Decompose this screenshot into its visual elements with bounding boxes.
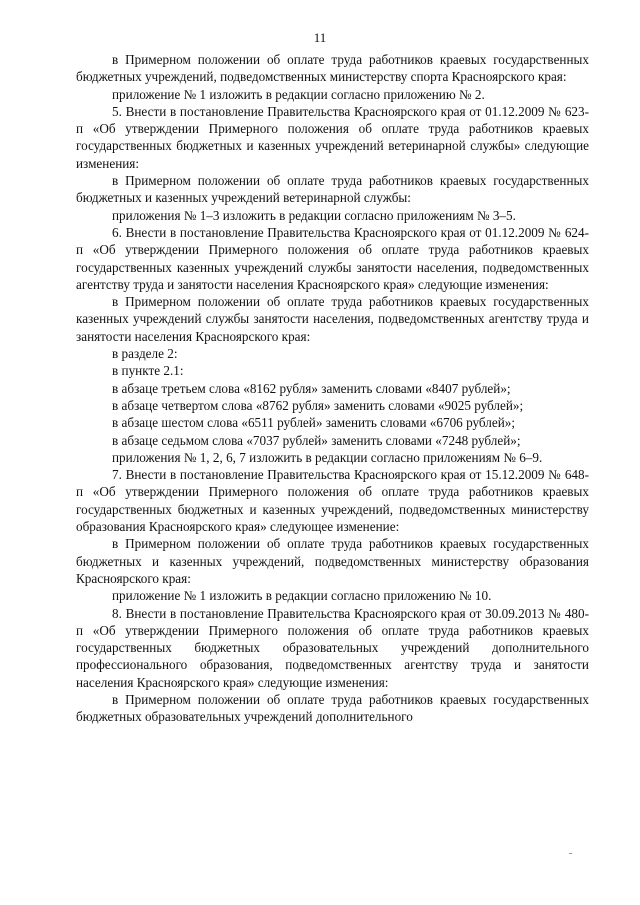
paragraph-4: в Примерном положении об оплате труда работников краевых государственных бюджетных и казенных учреждений ветеринарной службы: bbox=[76, 173, 589, 206]
paragraph-14: приложения № 1, 2, 6, 7 изложить в редакции согласно приложениям № 6–9. bbox=[112, 449, 543, 465]
paragraph-10: в абзаце третьем слова «8162 рубля» заменить словами «8407 рублей»; bbox=[112, 380, 511, 396]
paragraph-9: в пункте 2.1: bbox=[112, 363, 184, 379]
paragraph-8: в разделе 2: bbox=[112, 346, 178, 362]
paragraph-13: в абзаце седьмом слова «7037 рублей» заменить словами «7248 рублей»; bbox=[112, 432, 521, 448]
paragraph-11: в абзаце четвертом слова «8762 рубля» заменить словами «9025 рублей»; bbox=[112, 397, 524, 413]
paragraph-19: в Примерном положении об оплате труда работников краевых государственных бюджетных образовательных учреждений дополнительного bbox=[76, 691, 589, 725]
paragraph-7: в Примерном положении об оплате труда работников краевых государственных казенных учреждений службы занятости населения, подведомственных агентству труда и занятости населения Красноярского края: bbox=[76, 294, 589, 344]
paragraph-12: в абзаце шестом слова «6511 рублей» заменить словами «6706 рублей»; bbox=[112, 415, 516, 431]
paragraph-3: 5. Внести в постановление Правительства Красноярского края от 01.12.2009 № 623-п «Об утверждении Примерного положения об оплате труда работников краевых государственных бюджетных и казенных учреждений ветеринарной службы» следующие изменения: bbox=[76, 103, 589, 171]
page-number: 11 bbox=[313, 30, 327, 45]
scan-artifact bbox=[569, 853, 572, 854]
paragraph-5: приложения № 1–3 изложить в редакции согласно приложениям № 3–5. bbox=[112, 207, 516, 223]
paragraph-2: приложение № 1 изложить в редакции согласно приложению № 2. bbox=[112, 86, 485, 102]
paragraph-15: 7. Внести в постановление Правительства Красноярского края от 15.12.2009 № 648-п «Об утверждении Примерного положения об оплате труда работников краевых государственных бюджетных и казенных учреждений, подведомственных министерству образования Красноярского края» следующее изменение: bbox=[76, 467, 589, 535]
paragraph-1: в Примерном положении об оплате труда работников краевых государственных бюджетных учреждений, подведомственных министерству спорта Красноярского края: bbox=[76, 52, 589, 85]
paragraph-16: в Примерном положении об оплате труда работников краевых государственных бюджетных и казенных учреждений, подведомственных министерству образования Красноярского края: bbox=[76, 536, 589, 586]
paragraph-18: 8. Внести в постановление Правительства Красноярского края от 30.09.2013 № 480-п «Об утверждении Примерного положения об оплате труда работников краевых государственных бюджетных образовательных учреждений дополнительного профессионального образования, подведомственных агентству труда и занятости населения Красноярского края» следующие изменения: bbox=[76, 605, 589, 690]
paragraph-6: 6. Внести в постановление Правительства Красноярского края от 01.12.2009 № 624-п «Об утверждении Примерного положения об оплате труда работников краевых государственных казенных учреждений службы занятости населения, подведомственных агентству труда и занятости населения Красноярского края» следующие изменения: bbox=[76, 224, 589, 292]
document-body bbox=[76, 51, 589, 726]
paragraph-17: приложение № 1 изложить в редакции согласно приложению № 10. bbox=[112, 588, 492, 604]
